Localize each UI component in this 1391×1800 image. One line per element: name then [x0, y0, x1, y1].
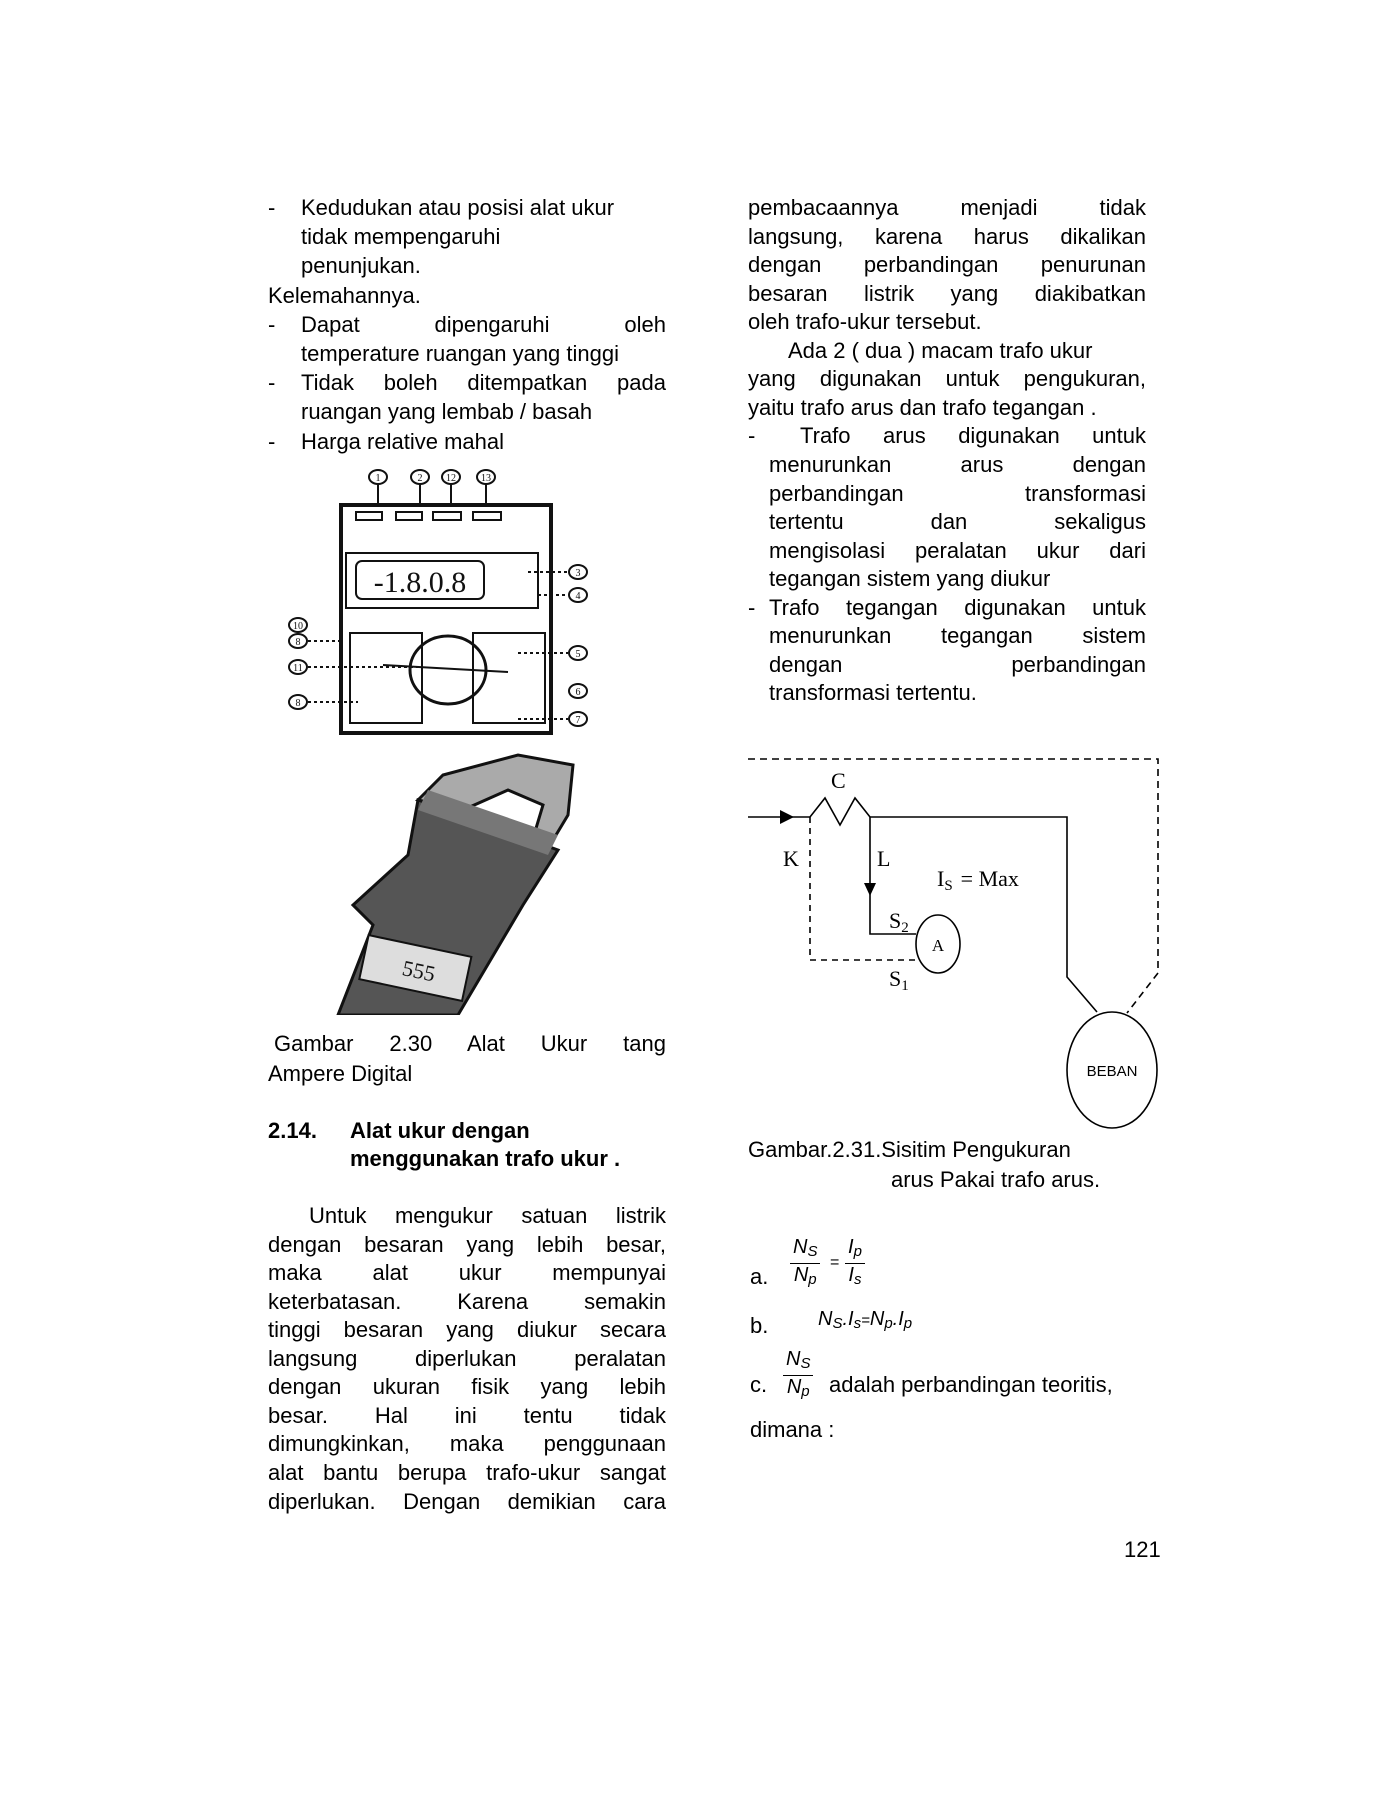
list-item-line: tidak mempengaruhi — [301, 224, 501, 250]
callout-2: 2 — [417, 473, 423, 484]
figure-caption-line: arus Pakai trafo arus. — [891, 1167, 1101, 1192]
paragraph-line: langsung diperlukan peralatan — [268, 1345, 666, 1371]
primary-line — [748, 798, 1097, 1012]
multimeter-drawing — [308, 483, 568, 733]
list-bullet-dash: - — [748, 594, 756, 620]
paragraph-line: yang digunakan untuk pengukuran, — [748, 366, 1146, 392]
paragraph-line: maka alat ukur mempunyai — [268, 1260, 666, 1286]
paragraph-line: tegangan sistem yang diukur — [769, 566, 1051, 592]
equals-sign: = — [830, 1254, 840, 1271]
list-item-line: temperature ruangan yang tinggi — [301, 341, 619, 366]
list-bullet-dash: - — [268, 311, 276, 337]
callout-8a: 8 — [295, 637, 301, 648]
input-arrow-icon — [780, 810, 794, 824]
list-item-line: ruangan yang lembab / basah — [301, 399, 593, 425]
paragraph-line: dengan perbandingan — [769, 651, 1146, 677]
list-bullet-dash: - — [268, 195, 276, 220]
dimana-text: dimana : — [750, 1417, 835, 1442]
formula-b-label: b. — [750, 1313, 769, 1338]
paragraph-line: diperlukan. Dengan demikian cara — [268, 1488, 666, 1514]
list-item-line: Kelemahannya. — [268, 282, 421, 308]
page-number: 121 — [1124, 1537, 1161, 1562]
list-item-line: Tidak boleh ditempatkan pada — [301, 370, 666, 396]
figure-2-30-multimeter-illustration — [268, 455, 608, 1015]
load-label: BEBAN — [1086, 1063, 1138, 1080]
list-item-line: Dapat dipengaruhi oleh — [301, 311, 666, 337]
dashed-secondary-line — [810, 817, 918, 960]
label-s2: S2 — [889, 908, 909, 936]
meter-display: -1.8.0.8 — [373, 566, 467, 599]
clamp-meter-drawing — [338, 755, 573, 1015]
figure-2-31-current-transformer-circuit — [700, 740, 1180, 1160]
list-item-line: penunjukan. — [301, 253, 421, 279]
paragraph-line: oleh trafo-ukur tersebut. — [748, 309, 982, 335]
callout-10: 10 — [293, 621, 303, 632]
list-bullet-dash: - — [748, 423, 756, 449]
callout-11: 11 — [293, 663, 303, 674]
paragraph-line: Trafo tegangan digunakan untuk — [769, 594, 1146, 620]
callout-6: 6 — [575, 687, 581, 698]
section-title-line: Alat ukur dengan — [350, 1118, 530, 1143]
paragraph-line: menurunkan tegangan sistem — [769, 623, 1146, 649]
callout-13: 13 — [481, 473, 491, 484]
figure-caption-line: Gambar 2.30 Alat Ukur tang — [274, 1031, 666, 1056]
formula-c-text: adalah perbandingan teoritis, — [829, 1372, 1113, 1397]
paragraph-line: pembacaannya menjadi tidak — [748, 195, 1146, 220]
list-bullet-dash: - — [268, 428, 276, 454]
callout-5: 5 — [575, 649, 581, 660]
paragraph-line: dengan perbandingan penurunan — [748, 252, 1146, 278]
paragraph-line: transformasi tertentu. — [769, 680, 977, 706]
paragraph-line: dengan ukuran fisik yang lebih — [268, 1374, 666, 1400]
paragraph-line: tertentu dan sekaligus — [769, 509, 1146, 535]
label-s1: S1 — [889, 966, 909, 994]
paragraph-line: Untuk mengukur satuan listrik — [309, 1203, 666, 1228]
paragraph-line: besaran listrik yang diakibatkan — [748, 280, 1146, 306]
paragraph-line: besar. Hal ini tentu tidak — [268, 1402, 666, 1428]
section-title-line: menggunakan trafo ukur . — [350, 1146, 621, 1171]
callout-8b: 8 — [295, 698, 301, 709]
fraction-ip-is: $\frac{I_p}{I_s}$ — [845, 1236, 865, 1291]
paragraph-line: dengan besaran yang lebih besar, — [268, 1231, 666, 1257]
paragraph-line: alat bantu berupa trafo-ukur sangat — [268, 1459, 666, 1485]
paragraph-line: yaitu trafo arus dan trafo tegangan . — [748, 394, 1097, 420]
label-c: C — [831, 768, 846, 793]
label-is: IS = Max — [937, 866, 1019, 894]
fraction-ns-np-c: $\frac{N_S}{N_p}$ — [783, 1348, 813, 1403]
paragraph-line: perbandingan transformasi — [769, 480, 1146, 506]
clamp-display: 555 — [400, 955, 438, 987]
callout-12: 12 — [446, 473, 456, 484]
paragraph-line: menurunkan arus dengan — [769, 451, 1146, 477]
label-k: K — [783, 846, 799, 871]
figure-caption-line: Ampere Digital — [268, 1061, 413, 1086]
callout-1: 1 — [375, 473, 381, 484]
paragraph-line: tinggi besaran yang diukur secara — [268, 1317, 666, 1343]
paragraph-line: langsung, karena harus dikalikan — [748, 223, 1146, 249]
callout-3: 3 — [575, 568, 581, 579]
list-item-line: Kedudukan atau posisi alat ukur — [301, 195, 615, 220]
formula-c-label: c. — [750, 1372, 768, 1397]
list-item-line: Harga relative mahal — [301, 428, 504, 454]
fraction-ns-np: $\frac{N_S}{N_p}$ — [790, 1236, 820, 1291]
label-l: L — [877, 846, 891, 871]
paragraph-line: dimungkinkan, maka penggunaan — [268, 1431, 666, 1457]
formula-b-expression: $N_S.I_s=N_p.I_p$ — [818, 1308, 913, 1332]
paragraph-line: Ada 2 ( dua ) macam trafo ukur — [788, 337, 1093, 363]
ammeter-label: A — [931, 936, 945, 955]
paragraph-line: mengisolasi peralatan ukur dari — [769, 537, 1146, 563]
callout-7: 7 — [575, 715, 581, 726]
formula-a-label: a. — [750, 1264, 769, 1289]
list-bullet-dash: - — [268, 370, 276, 396]
secondary-arrow-icon — [864, 883, 876, 896]
section-number: 2.14. — [268, 1118, 317, 1143]
callout-4: 4 — [575, 591, 581, 602]
paragraph-line: Trafo arus digunakan untuk — [800, 423, 1146, 449]
figure-caption-line: Gambar.2.31.Sisitim Pengukuran — [748, 1137, 1071, 1162]
paragraph-line: keterbatasan. Karena semakin — [268, 1288, 666, 1314]
